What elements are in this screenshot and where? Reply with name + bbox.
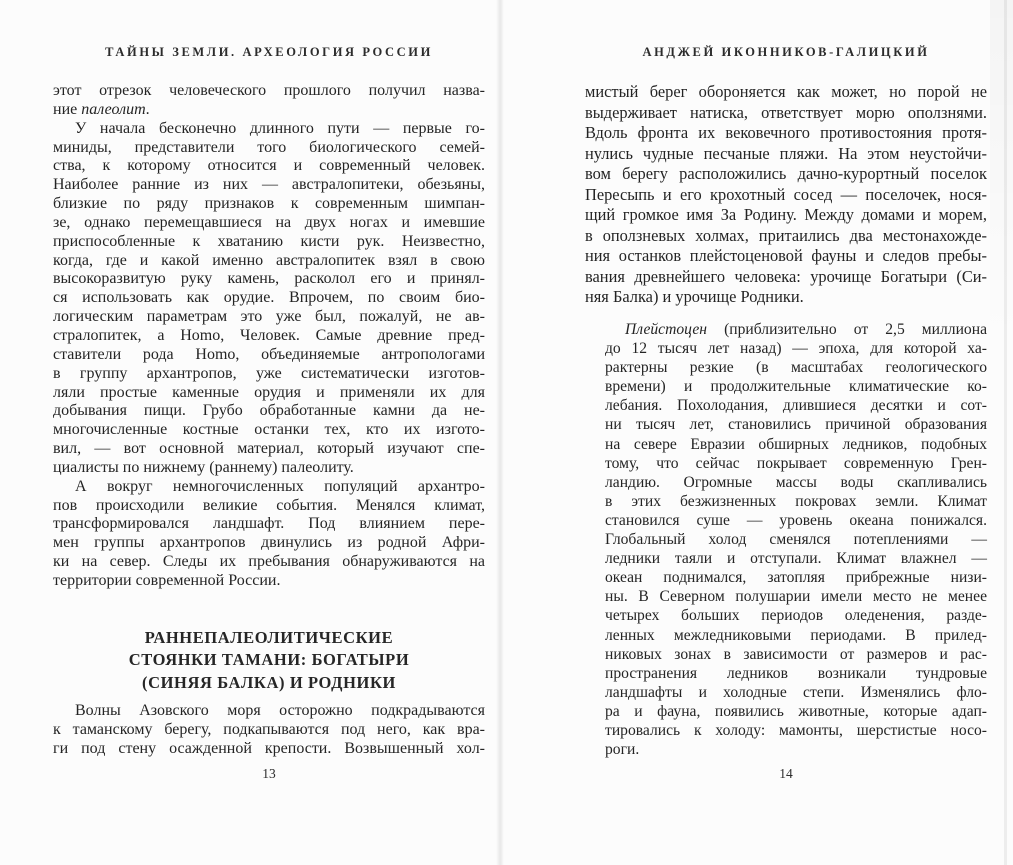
text-segment: (приблизительно от 2,5 миллиона [707,321,987,339]
left-page [53,0,485,865]
paragraph [53,120,485,478]
text-line: добывания пищи. Грубо обработанные камни да не- [53,402,485,420]
text-line: ния останков плейстоценовой фауны и следов пребы- [585,246,987,266]
text-line: в оползневых холмах, притаились два местонахожде- [585,225,987,245]
text-line: Вдоль фронта их вековечного противостояния протя- [585,123,987,143]
text-line: ки на север. Следы их пребывания обнаруживаются на [53,553,485,571]
text-line: ства, к которому относится и современный человек. [53,157,485,175]
text-line: вания древнейшего человека: урочище Богатыри (Си- [585,266,987,286]
block-quote [605,320,987,759]
text-line: зе, однако перемещавшиеся на двух ногах и имевшие [53,213,485,231]
text-line [605,320,987,339]
text-line: выдерживает натиска, ответствует морю оползнями. [585,102,987,122]
right-page-body [585,82,987,759]
text-line: трансформировался ландшафт. Под влиянием пере- [53,515,485,533]
text-line: вом берегу расположились дачно-курортный поселок [585,164,987,184]
text-line: нулись чудные песчаные пляжи. На этом неустойчи- [585,143,987,163]
page-edge-line [1004,0,1007,865]
text-line: ледники таяли и отступали. Климат влажнел — [605,550,987,568]
text-line: пространения ледников возникали тундровые [605,664,987,682]
text-line: роги. [605,741,640,759]
text-line: ги под стену осажденной крепости. Возвышенный хол- [53,739,485,757]
text-line: Наиболее ранние из них — австралопитеки, обезьяны, [53,176,485,194]
text-line: четырех больших периодов оледенения, разде- [605,607,987,625]
heading-line: (СИНЯЯ БАЛКА) И РОДНИКИ [141,672,396,692]
text-segment: ние [53,100,82,118]
paragraph [53,478,485,591]
text-line: ны. В Северном полушарии имели место не менее [605,588,987,606]
paragraph [53,82,485,120]
text-line: циалисты по нижнему (раннему) палеолиту. [53,458,354,476]
italic-term: палеолит [81,100,146,118]
text-line: никовых зонах в зависимости от размеров и рас- [605,645,987,663]
text-line: на севере Евразии обширных ледников, подобных [605,435,987,453]
text-line: стралопитек, а Homo, Человек. Самые древние пред- [53,326,485,344]
text-line: тировались к холоду: мамонты, шерстистые носо- [605,721,987,739]
section-heading [53,627,485,694]
page-number-right: 14 [779,766,793,781]
text-line: вил, — вот основной материал, который изучают спе- [53,440,485,458]
text-line: в этих безжизненных покровах земли. Климат [605,492,987,510]
text-line: щий громкое имя За Родину. Между домами и морем, [585,205,987,225]
paragraph [585,82,987,308]
text-line: ни тысяч лет, становились причиной образования [605,416,987,434]
page-number-left: 13 [262,766,276,781]
text-line: лебания. Похолодания, длившиеся десятки и сот- [605,397,987,415]
text-line: близкие по ряду признаков к современным шимпан- [53,195,485,213]
text-line: Глобальный холод сменялся потеплениями — [605,531,987,549]
page-gutter-shadow [496,0,504,865]
text-line: У начала бесконечно длинного пути — первые го- [75,119,485,137]
running-head-left: ТАЙНЫ ЗЕМЛИ. АРХЕОЛОГИЯ РОССИИ [105,45,433,59]
text-line: приспособленные к хватанию кисти рук. Неизвестно, [53,232,485,250]
text-line: Пересыпь и его крохотный сосед — поселочек, нося- [585,184,987,204]
text-line: А вокруг немногочисленных популяций архантро- [75,477,485,495]
text-line: ландшафты и холодные степи. Изменялись фло- [605,683,987,701]
text-line: высокоразвитую руку камень, расколол его и принял- [53,270,485,288]
text-line: ландию. Огромные массы воды скапливались [605,473,987,491]
text-line: до 12 тысяч лет назад) — эпоха, для которой ха- [605,340,987,358]
text-line: Волны Азовского моря осторожно подкрадываются [75,702,485,719]
text-line: к таманскому берегу, подкапываются под него, как вра- [53,720,485,738]
text-line: мен группы архантропов двинулись из родной Афри- [53,534,485,552]
heading-line: РАННЕПАЛЕОЛИТИЧЕСКИЕ [144,627,394,647]
text-line: территории современной России. [53,571,281,589]
heading-line: СТОЯНКИ ТАМАНИ: БОГАТЫРИ [128,650,410,670]
text-line: ленных межледниковыми периодами. В прилед- [605,626,987,644]
text-line: становился суше — уровень океана понижался. [605,511,987,529]
text-line: ставители рода Homo, объединяемые антропологами [53,345,485,363]
text-line: многочисленные костные останки тех, кто их изгото- [53,421,485,439]
text-line: пов происходили великие события. Менялся климат, [53,496,485,514]
text-line: океан поднимался, затопляя прибрежные низи- [605,569,987,587]
right-page [585,0,987,865]
italic-term: Плейстоцен [625,321,707,339]
text-line: когда, где и какой именно австралопитек взял в свою [53,251,485,269]
text-line: тому, что сейчас покрывает современную Грен- [605,454,987,472]
text-line: в группу архантропов, уже систематически изготов- [53,364,485,382]
text-line: рактерны резкие (в масштабах геологического [605,359,987,377]
text-line [53,101,485,120]
text-line: няя Балка) и урочище Родники. [585,287,804,307]
running-head-right: АНДЖЕЙ ИКОННИКОВ-ГАЛИЦКИЙ [642,45,930,59]
left-page-body [53,82,485,759]
text-line: ся использовать как орудие. Впрочем, по своим био- [53,289,485,307]
text-line: логическим параметрам это уже был, пожалуй, не ав- [53,308,485,326]
text-line: миниды, представители того биологического семей- [53,138,485,156]
text-line: времени) и продолжительные климатические ко- [605,378,987,396]
paragraph [53,702,485,759]
page-edge-shading [990,0,1013,346]
text-segment: . [145,100,150,118]
text-line: ра и фауна, появились животные, которые адап- [605,702,987,720]
text-line: ляли простые каменные орудия и применяли их для [53,383,485,401]
text-line: этот отрезок человеческого прошлого получил назва- [53,82,485,99]
text-line: мистый берег обороняется как может, но порой не [585,82,987,101]
